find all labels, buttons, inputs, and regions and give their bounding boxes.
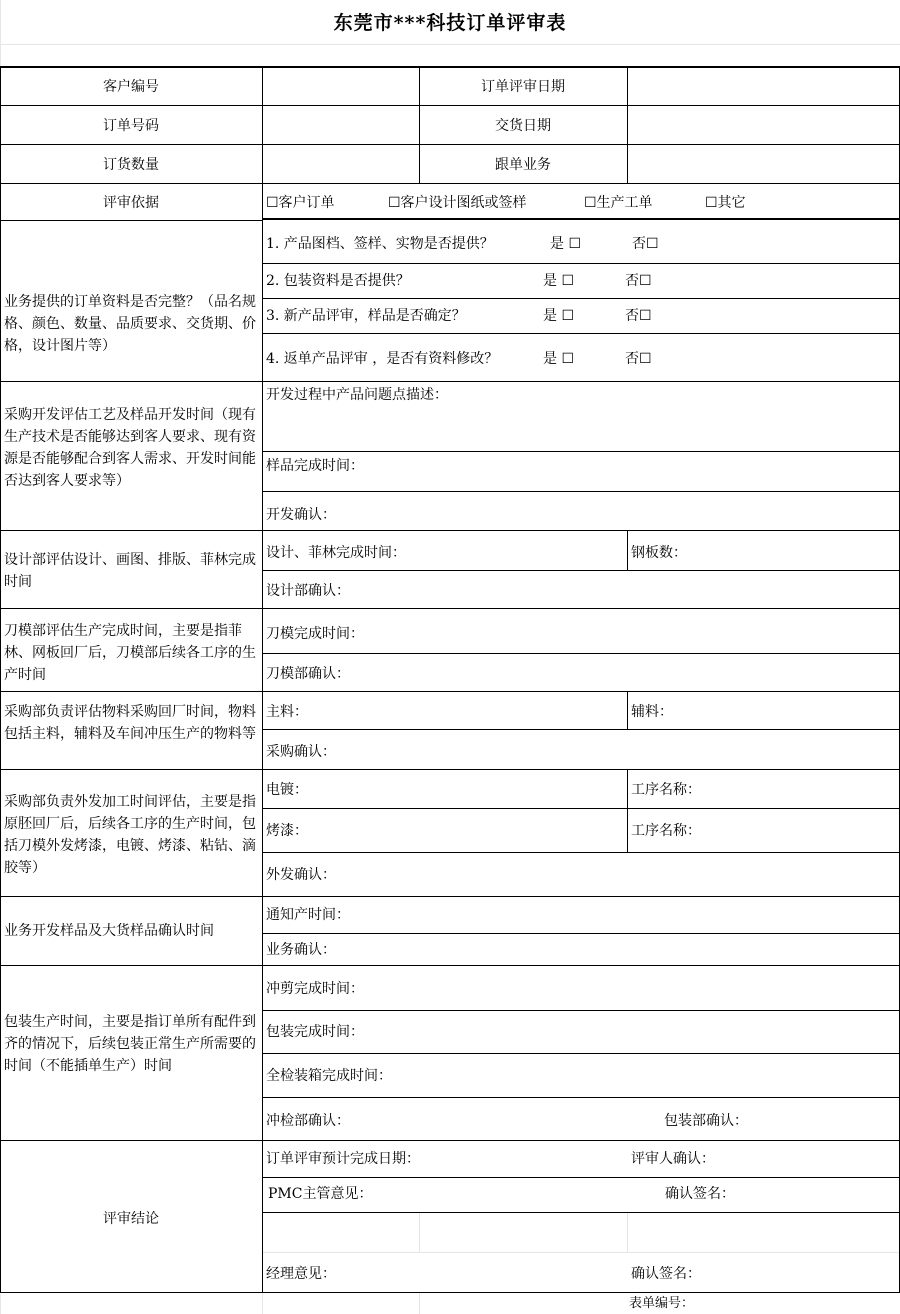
info-no-3-checkbox[interactable]: 否☐ [625, 308, 652, 324]
basis-option-customer-order[interactable]: ☐客户订单 [266, 195, 335, 211]
basis-label: 评审依据 [103, 195, 159, 211]
basis-option-other[interactable]: ☐其它 [705, 195, 746, 211]
design-finish-time-field[interactable]: 设计、菲林完成时间： [266, 545, 406, 561]
info-yes-3-checkbox[interactable]: 是 ☐ [543, 308, 575, 324]
pack-confirm-field[interactable]: 包装部确认： [664, 1113, 748, 1129]
info-no-4-checkbox[interactable]: 否☐ [625, 351, 652, 367]
pmc-opinion-field[interactable]: PMC主管意见： [268, 1186, 373, 1202]
gridline [627, 1212, 628, 1252]
die-finish-time-field[interactable]: 刀模完成时间： [266, 626, 364, 642]
info-question-1: 1. 产品图档、签样、实物是否提供？ [266, 236, 494, 252]
gridline [0, 1294, 1, 1314]
dev-problem-field[interactable]: 开发过程中产品问题点描述： [266, 387, 448, 403]
notice-time-field[interactable]: 通知产时间： [266, 907, 350, 923]
info-section-label: 业务提供的订单资料是否完整？（品名规格、颜色、数量、品质要求、交货期、价格，设计图片等） [4, 294, 256, 354]
gridline [0, 0, 1, 66]
design-section-label: 设计部评估设计、画图、排版、菲林完成时间 [4, 552, 256, 590]
outsource-section-label: 采购部负责外发加工时间评估，主要是指原胚回厂后，后续各工序的生产时间，包括刀模外发烤漆，电镀、烤漆、粘钻、滴胶等） [4, 794, 256, 876]
design-confirm-field[interactable]: 设计部确认： [266, 583, 350, 599]
delivery-date-label: 交货日期 [495, 118, 551, 134]
aux-material-field[interactable]: 辅料： [631, 704, 673, 720]
page-title: 东莞市***科技订单评审表 [333, 12, 567, 34]
info-question-3: 3. 新产品评审，样品是否确定？ [266, 308, 466, 324]
gridline [262, 1293, 263, 1314]
manager-opinion-field[interactable]: 经理意见： [266, 1266, 336, 1282]
customer-no-label: 客户编号 [103, 79, 159, 95]
conclusion-label: 评审结论 [103, 1211, 159, 1227]
follow-sales-label: 跟单业务 [495, 157, 551, 173]
pmc-sign-field[interactable]: 确认签名： [665, 1186, 735, 1202]
die-confirm-field[interactable]: 刀模部确认： [266, 666, 350, 682]
form-number: 表单编号： [629, 1296, 695, 1311]
gridline [0, 44, 900, 45]
info-question-4: 4. 返单产品评审 ，是否有资料修改？ [266, 351, 499, 367]
info-yes-1-checkbox[interactable]: 是 ☐ [550, 236, 582, 252]
process-name-field-1[interactable]: 工序名称： [631, 782, 701, 798]
info-yes-2-checkbox[interactable]: 是 ☐ [543, 273, 575, 289]
sales-confirm-field[interactable]: 业务确认： [266, 942, 336, 958]
plating-field[interactable]: 电镀： [266, 782, 308, 798]
sample-section-label: 业务开发样品及大货样品确认时间 [4, 923, 214, 939]
qc-confirm-field[interactable]: 冲检部确认： [266, 1113, 350, 1129]
order-no-label: 订单号码 [103, 118, 159, 134]
pack-section-label: 包装生产时间，主要是指订单所有配件到齐的情况下，后续包装正常生产所需要的时间（不能插单生产）时间 [4, 1014, 256, 1074]
inspect-finish-field[interactable]: 全检装箱完成时间： [266, 1068, 392, 1084]
punch-finish-field[interactable]: 冲剪完成时间： [266, 981, 364, 997]
plate-count-field[interactable]: 钢板数： [631, 545, 687, 561]
purchase-confirm-field[interactable]: 采购确认： [266, 744, 336, 760]
die-section-label: 刀模部评估生产完成时间，主要是指菲林、网板回厂后，刀模部后续各工序的生产时间 [4, 623, 256, 683]
main-material-field[interactable]: 主料： [266, 704, 308, 720]
info-no-1-checkbox[interactable]: 否☐ [632, 236, 659, 252]
info-no-2-checkbox[interactable]: 否☐ [625, 273, 652, 289]
basis-option-design-drawing[interactable]: ☐客户设计图纸或签样 [388, 195, 527, 211]
info-question-2: 2. 包装资料是否提供？ [266, 273, 410, 289]
gridline [419, 1293, 420, 1314]
purchase-section-label: 采购部负责评估物料采购回厂时间，物料包括主料，辅料及车间冲压生产的物料等 [4, 704, 256, 742]
basis-option-work-order[interactable]: ☐生产工单 [584, 195, 653, 211]
paint-field[interactable]: 烤漆： [266, 823, 308, 839]
reviewer-field[interactable]: 评审人确认： [631, 1151, 715, 1167]
manager-sign-field[interactable]: 确认签名： [631, 1266, 701, 1282]
gridline [419, 1212, 420, 1252]
dev-confirm-field[interactable]: 开发确认： [266, 507, 336, 523]
outsource-confirm-field[interactable]: 外发确认： [266, 867, 336, 883]
info-yes-4-checkbox[interactable]: 是 ☐ [543, 351, 575, 367]
pack-finish-field[interactable]: 包装完成时间： [266, 1024, 364, 1040]
dev-section-label: 采购开发评估工艺及样品开发时间（现有生产技术是否能够达到客人要求、现有资源是否能够配合到客人需求、开发时间能否达到客人要求等） [4, 407, 256, 489]
sample-time-field[interactable]: 样品完成时间： [266, 458, 364, 474]
gridline [262, 1252, 899, 1253]
est-date-field[interactable]: 订单评审预计完成日期： [266, 1151, 420, 1167]
order-qty-label: 订货数量 [103, 157, 159, 173]
process-name-field-2[interactable]: 工序名称： [631, 823, 701, 839]
review-date-label: 订单评审日期 [481, 79, 565, 95]
